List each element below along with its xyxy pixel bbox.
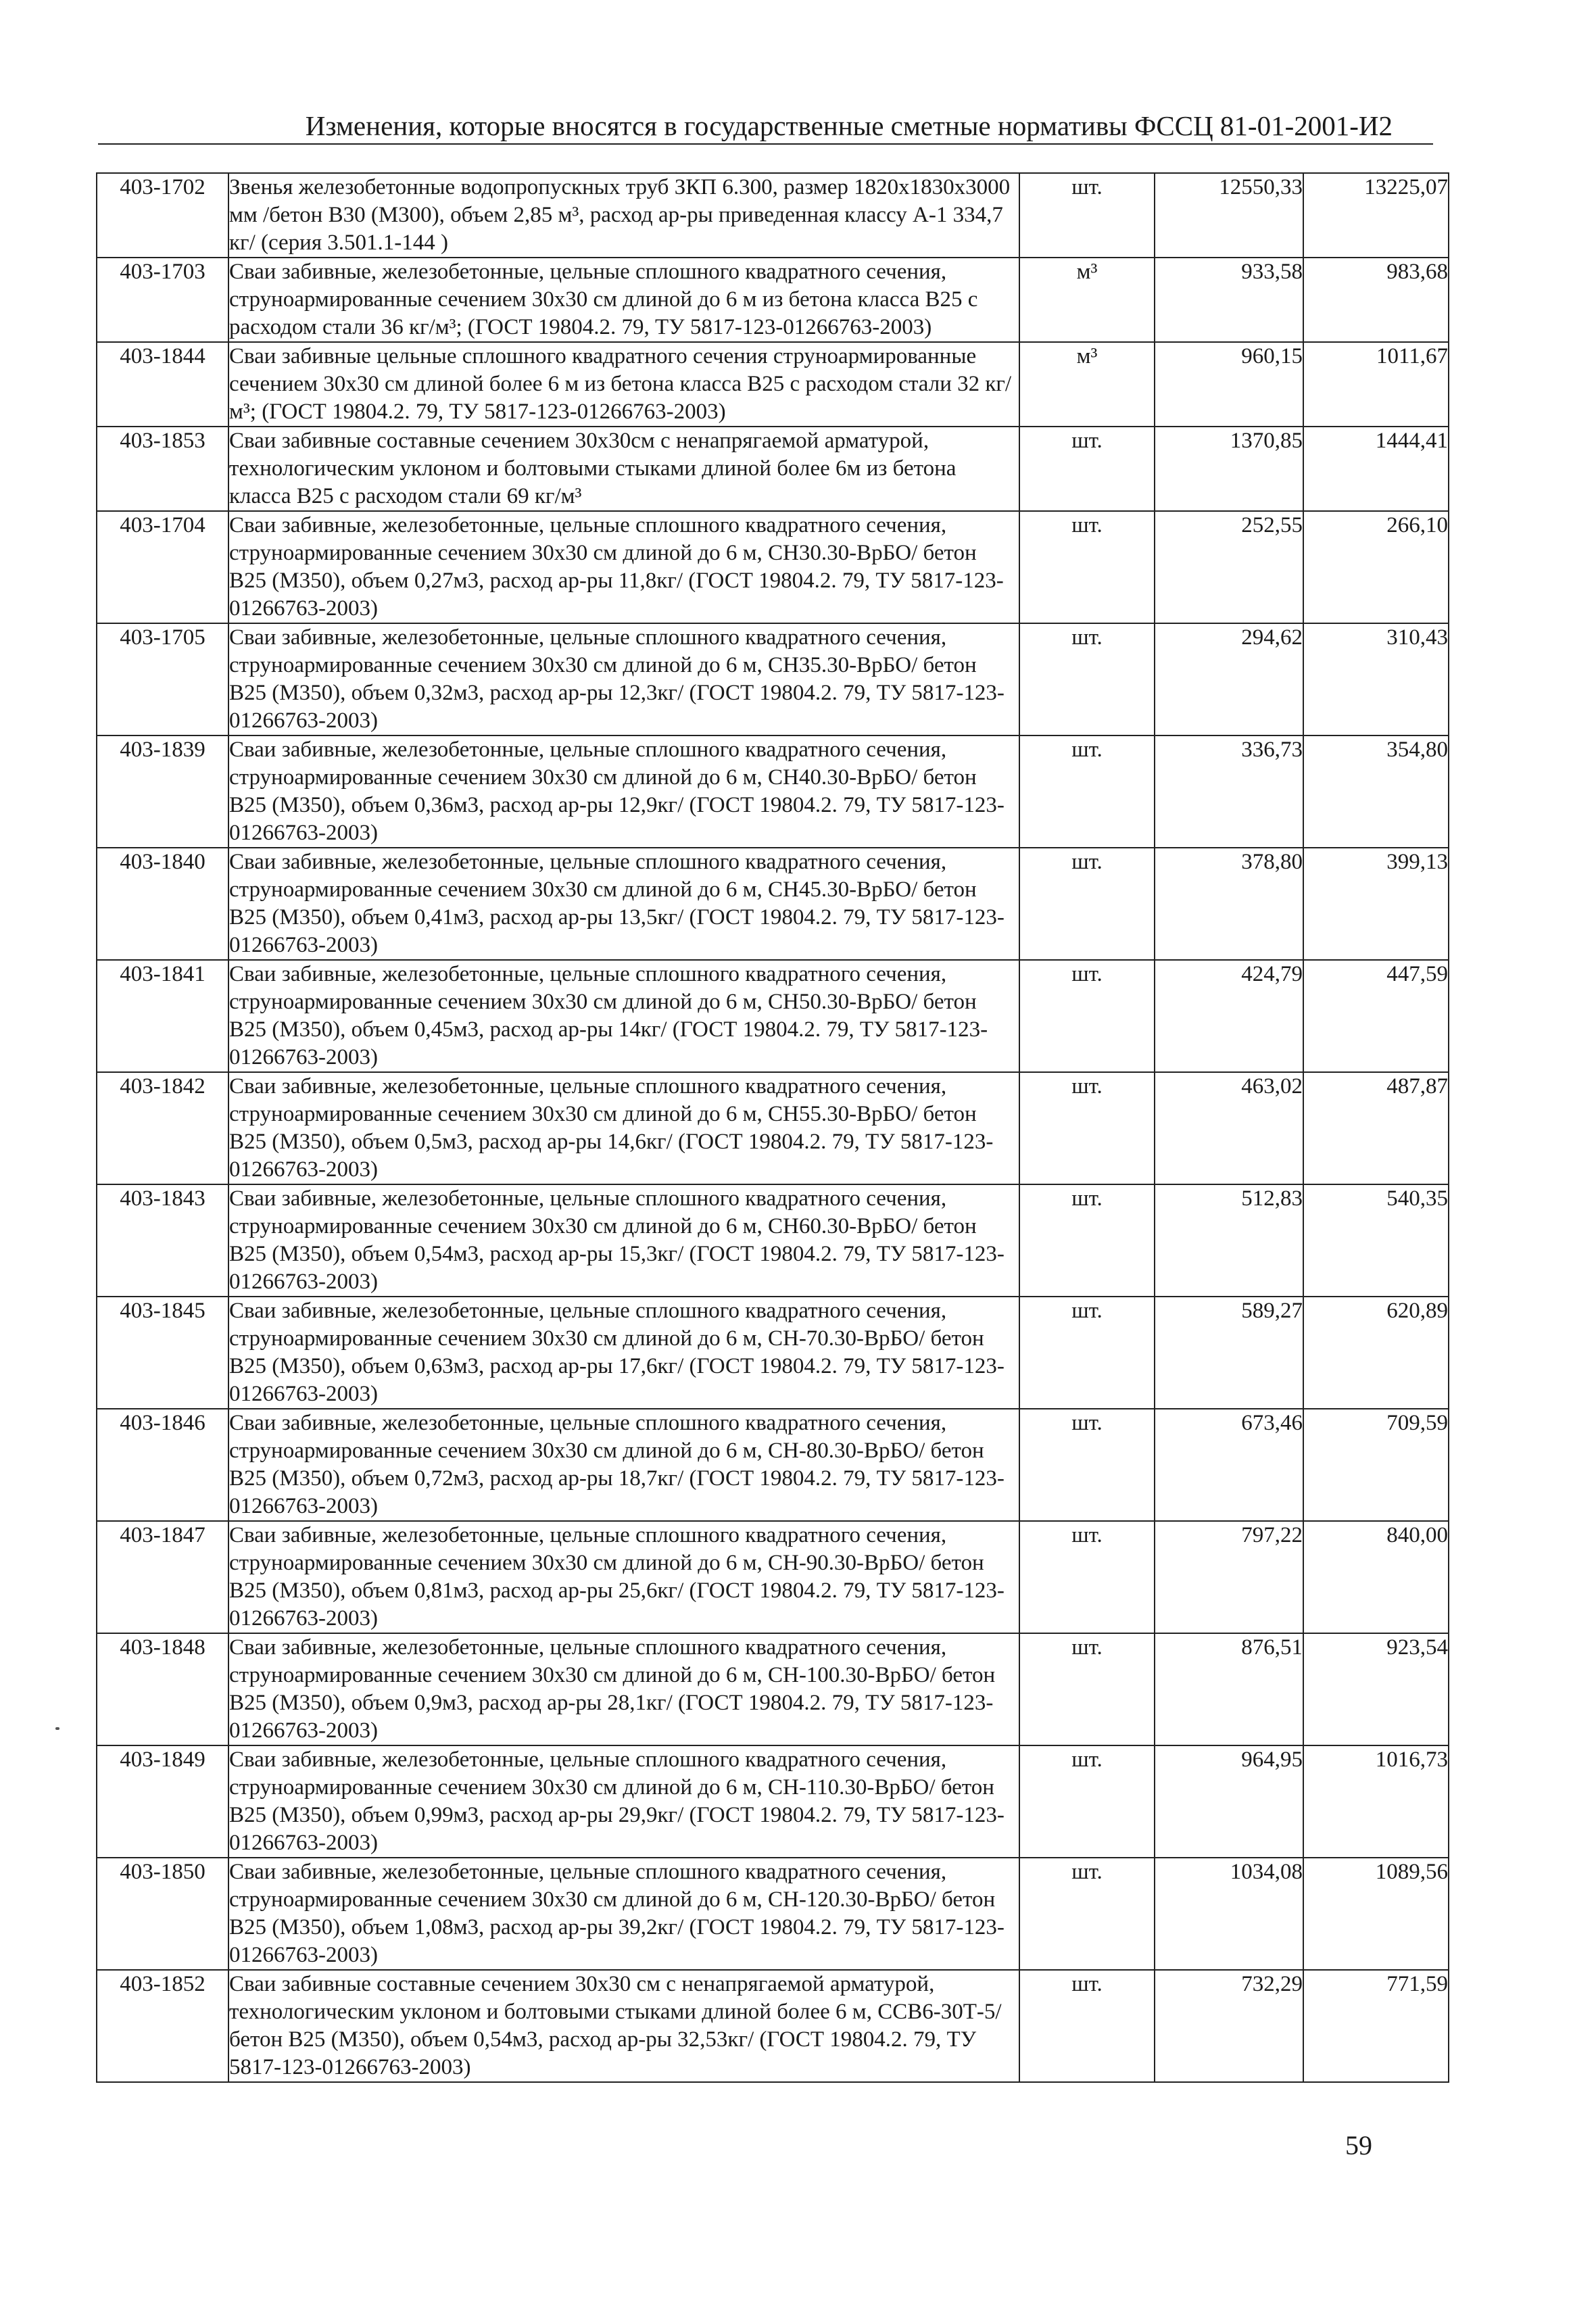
row-price-1: 960,15 [1155, 342, 1303, 427]
table-row [97, 342, 1449, 427]
stray-dot [55, 1727, 59, 1730]
row-code: 403-1705 [97, 623, 228, 735]
row-code: 403-1702 [97, 173, 228, 258]
row-unit: шт. [1019, 735, 1155, 848]
row-price-2: 1016,73 [1303, 1745, 1449, 1858]
table-row [97, 735, 1449, 848]
row-code: 403-1841 [97, 960, 228, 1072]
row-unit: м³ [1019, 258, 1155, 342]
row-price-2: 354,80 [1303, 735, 1449, 848]
row-unit: шт. [1019, 1521, 1155, 1633]
row-unit: шт. [1019, 1858, 1155, 1970]
table-row [97, 1297, 1449, 1409]
row-code: 403-1842 [97, 1072, 228, 1184]
row-description: Сваи забивные, железобетонные, цельные сплошного квадратного сечения, струноармированные сечением 30х30 см длиной до 6 м, СН45.30-ВрБО/ бетон В25 (М350), объем 0,41м3, расход ар-ры 13,5кг/ (ГОСТ 19804.2. 79, ТУ 5817-123-01266763-2003) [228, 848, 1019, 960]
table-row [97, 1858, 1449, 1970]
row-description: Сваи забивные, железобетонные, цельные сплошного квадратного сечения, струноармированные сечением 30х30 см длиной до 6 м, СН40.30-ВрБО/ бетон В25 (М350), объем 0,36м3, расход ар-ры 12,9кг/ (ГОСТ 19804.2. 79, ТУ 5817-123-01266763-2003) [228, 735, 1019, 848]
row-unit: шт. [1019, 623, 1155, 735]
table-row [97, 1521, 1449, 1633]
row-description: Сваи забивные, железобетонные, цельные сплошного квадратного сечения, струноармированные сечением 30х30 см длиной до 6 м, СН-100.30-ВрБО/ бетон В25 (М350), объем 0,9м3, расход ар-ры 28,1кг/ (ГОСТ 19804.2. 79, ТУ 5817-123-01266763-2003) [228, 1633, 1019, 1745]
table-row [97, 960, 1449, 1072]
row-price-2: 709,59 [1303, 1409, 1449, 1521]
table-row [97, 1072, 1449, 1184]
row-price-1: 797,22 [1155, 1521, 1303, 1633]
row-code: 403-1847 [97, 1521, 228, 1633]
page-header [98, 108, 1433, 145]
row-price-1: 964,95 [1155, 1745, 1303, 1858]
row-code: 403-1703 [97, 258, 228, 342]
row-description: Сваи забивные цельные сплошного квадратного сечения струноармированные сечением 30х30 см длиной более 6 м из бетона класса В25 с расходом стали 32 кг/м³; (ГОСТ 19804.2. 79, ТУ 5817-123-01266763-2003) [228, 342, 1019, 427]
row-price-2: 840,00 [1303, 1521, 1449, 1633]
row-code: 403-1704 [97, 511, 228, 623]
row-unit: шт. [1019, 511, 1155, 623]
row-price-1: 589,27 [1155, 1297, 1303, 1409]
row-code: 403-1849 [97, 1745, 228, 1858]
row-price-1: 876,51 [1155, 1633, 1303, 1745]
row-code: 403-1852 [97, 1970, 228, 2082]
row-price-1: 732,29 [1155, 1970, 1303, 2082]
row-price-1: 463,02 [1155, 1072, 1303, 1184]
header-title: Изменения, которые вносятся в государственные сметные нормативы ФССЦ 81-01-2001-И2 [305, 110, 1393, 141]
row-unit: шт. [1019, 1409, 1155, 1521]
table-row [97, 1409, 1449, 1521]
table-row [97, 848, 1449, 960]
row-description: Сваи забивные, железобетонные, цельные сплошного квадратного сечения, струноармированные сечением 30х30 см длиной до 6 м, СН-90.30-ВрБО/ бетон В25 (М350), объем 0,81м3, расход ар-ры 25,6кг/ (ГОСТ 19804.2. 79, ТУ 5817-123-01266763-2003) [228, 1521, 1019, 1633]
price-norms-table [96, 172, 1449, 2083]
row-description: Сваи забивные, железобетонные, цельные сплошного квадратного сечения, струноармированные сечением 30х30 см длиной до 6 м, СН35.30-ВрБО/ бетон В25 (М350), объем 0,32м3, расход ар-ры 12,3кг/ (ГОСТ 19804.2. 79, ТУ 5817-123-01266763-2003) [228, 623, 1019, 735]
table-row [97, 1745, 1449, 1858]
row-price-2: 771,59 [1303, 1970, 1449, 2082]
row-code: 403-1853 [97, 427, 228, 511]
row-description: Сваи забивные, железобетонные, цельные сплошного квадратного сечения, струноармированные сечением 30х30 см длиной до 6 м, СН30.30-ВрБО/ бетон В25 (М350), объем 0,27м3, расход ар-ры 11,8кг/ (ГОСТ 19804.2. 79, ТУ 5817-123-01266763-2003) [228, 511, 1019, 623]
row-description: Сваи забивные, железобетонные, цельные сплошного квадратного сечения, струноармированные сечением 30х30 см длиной до 6 м, СН50.30-ВрБО/ бетон В25 (М350), объем 0,45м3, расход ар-ры 14кг/ (ГОСТ 19804.2. 79, ТУ 5817-123-01266763-2003) [228, 960, 1019, 1072]
row-price-1: 252,55 [1155, 511, 1303, 623]
row-price-2: 1089,56 [1303, 1858, 1449, 1970]
row-code: 403-1843 [97, 1184, 228, 1297]
page-number: 59 [1345, 2130, 1372, 2161]
row-code: 403-1846 [97, 1409, 228, 1521]
row-price-1: 378,80 [1155, 848, 1303, 960]
row-unit: шт. [1019, 848, 1155, 960]
row-code: 403-1850 [97, 1858, 228, 1970]
row-price-2: 620,89 [1303, 1297, 1449, 1409]
row-unit: шт. [1019, 1072, 1155, 1184]
row-unit: шт. [1019, 427, 1155, 511]
row-price-2: 983,68 [1303, 258, 1449, 342]
row-description: Сваи забивные, железобетонные, цельные сплошного квадратного сечения, струноармированные сечением 30х30 см длиной до 6 м из бетона класса В25 с расходом стали 36 кг/м³; (ГОСТ 19804.2. 79, ТУ 5817-123-01266763-2003) [228, 258, 1019, 342]
row-description: Сваи забивные, железобетонные, цельные сплошного квадратного сечения, струноармированные сечением 30х30 см длиной до 6 м, СН-120.30-ВрБО/ бетон В25 (М350), объем 1,08м3, расход ар-ры 39,2кг/ (ГОСТ 19804.2. 79, ТУ 5817-123-01266763-2003) [228, 1858, 1019, 1970]
table-row [97, 427, 1449, 511]
row-price-1: 12550,33 [1155, 173, 1303, 258]
row-unit: м³ [1019, 342, 1155, 427]
row-unit: шт. [1019, 1633, 1155, 1745]
row-price-1: 1370,85 [1155, 427, 1303, 511]
row-price-2: 487,87 [1303, 1072, 1449, 1184]
row-description: Сваи забивные, железобетонные, цельные сплошного квадратного сечения, струноармированные сечением 30х30 см длиной до 6 м, СН-80.30-ВрБО/ бетон В25 (М350), объем 0,72м3, расход ар-ры 18,7кг/ (ГОСТ 19804.2. 79, ТУ 5817-123-01266763-2003) [228, 1409, 1019, 1521]
row-price-1: 424,79 [1155, 960, 1303, 1072]
row-price-1: 512,83 [1155, 1184, 1303, 1297]
row-description: Сваи забивные составные сечением 30х30 см с ненапрягаемой арматурой, технологическим уклоном и болтовыми стыками длиной более 6 м, ССВ6-30Т-5/ бетон В25 (М350), объем 0,54м3, расход ар-ры 32,53кг/ (ГОСТ 19804.2. 79, ТУ 5817-123-01266763-2003) [228, 1970, 1019, 2082]
row-description: Сваи забивные, железобетонные, цельные сплошного квадратного сечения, струноармированные сечением 30х30 см длиной до 6 м, СН60.30-ВрБО/ бетон В25 (М350), объем 0,54м3, расход ар-ры 15,3кг/ (ГОСТ 19804.2. 79, ТУ 5817-123-01266763-2003) [228, 1184, 1019, 1297]
row-description: Сваи забивные, железобетонные, цельные сплошного квадратного сечения, струноармированные сечением 30х30 см длиной до 6 м, СН-110.30-ВрБО/ бетон В25 (М350), объем 0,99м3, расход ар-ры 29,9кг/ (ГОСТ 19804.2. 79, ТУ 5817-123-01266763-2003) [228, 1745, 1019, 1858]
row-price-2: 923,54 [1303, 1633, 1449, 1745]
row-description: Звенья железобетонные водопропускных труб ЗКП 6.300, размер 1820х1830х3000 мм /бетон В30 (М300), объем 2,85 м³, расход ар-ры приведенная классу А-1 334,7 кг/ (серия 3.501.1-144 ) [228, 173, 1019, 258]
row-price-1: 294,62 [1155, 623, 1303, 735]
row-price-1: 1034,08 [1155, 1858, 1303, 1970]
table-row [97, 511, 1449, 623]
row-price-1: 336,73 [1155, 735, 1303, 848]
row-price-2: 1011,67 [1303, 342, 1449, 427]
row-code: 403-1840 [97, 848, 228, 960]
row-code: 403-1844 [97, 342, 228, 427]
row-description: Сваи забивные, железобетонные, цельные сплошного квадратного сечения, струноармированные сечением 30х30 см длиной до 6 м, СН55.30-ВрБО/ бетон В25 (М350), объем 0,5м3, расход ар-ры 14,6кг/ (ГОСТ 19804.2. 79, ТУ 5817-123-01266763-2003) [228, 1072, 1019, 1184]
row-price-2: 310,43 [1303, 623, 1449, 735]
row-price-1: 673,46 [1155, 1409, 1303, 1521]
row-unit: шт. [1019, 1184, 1155, 1297]
table-row [97, 1184, 1449, 1297]
row-price-2: 540,35 [1303, 1184, 1449, 1297]
row-unit: шт. [1019, 960, 1155, 1072]
row-unit: шт. [1019, 1745, 1155, 1858]
row-description: Сваи забивные, железобетонные, цельные сплошного квадратного сечения, струноармированные сечением 30х30 см длиной до 6 м, СН-70.30-ВрБО/ бетон В25 (М350), объем 0,63м3, расход ар-ры 17,6кг/ (ГОСТ 19804.2. 79, ТУ 5817-123-01266763-2003) [228, 1297, 1019, 1409]
row-price-1: 933,58 [1155, 258, 1303, 342]
table-row [97, 1633, 1449, 1745]
table-row [97, 623, 1449, 735]
row-code: 403-1848 [97, 1633, 228, 1745]
row-unit: шт. [1019, 1297, 1155, 1409]
row-description: Сваи забивные составные сечением 30х30см с ненапрягаемой арматурой, технологическим уклоном и болтовыми стыками длиной более 6м из бетона класса В25 с расходом стали 69 кг/м³ [228, 427, 1019, 511]
table-row [97, 173, 1449, 258]
row-code: 403-1839 [97, 735, 228, 848]
row-price-2: 13225,07 [1303, 173, 1449, 258]
table-body [97, 173, 1449, 2082]
table-row [97, 1970, 1449, 2082]
row-code: 403-1845 [97, 1297, 228, 1409]
row-price-2: 1444,41 [1303, 427, 1449, 511]
row-unit: шт. [1019, 1970, 1155, 2082]
table-row [97, 258, 1449, 342]
row-unit: шт. [1019, 173, 1155, 258]
row-price-2: 399,13 [1303, 848, 1449, 960]
row-price-2: 447,59 [1303, 960, 1449, 1072]
row-price-2: 266,10 [1303, 511, 1449, 623]
